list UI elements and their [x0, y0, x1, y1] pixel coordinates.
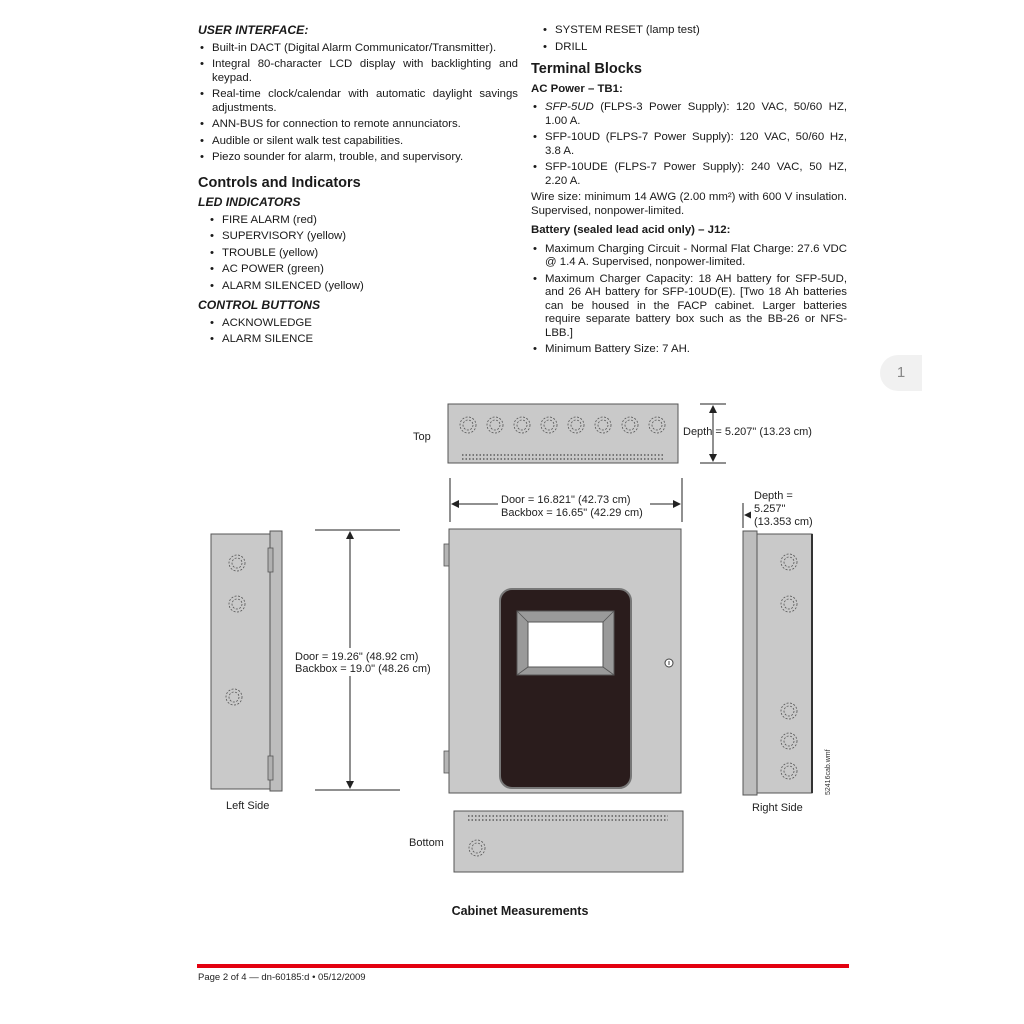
list-item: • Maximum Charger Capacity: 18 AH battery for SFP-5UD, and 26 AH battery for SFP-10UD(E). [Two 18 Ah batteries can be housed in the FACP cabinet. Larger batteries require separate battery box such as the BB-26 or NFS-LBB.]	[531, 273, 847, 341]
list-item: • FIRE ALARM (red)	[198, 214, 518, 228]
list-item-text: (FLPS-3 Power Supply): 120 VAC, 50/60 HZ, 1.00 A.	[545, 101, 847, 127]
page-footer: Page 2 of 4 — dn-60185:d • 05/12/2009	[198, 972, 366, 983]
list-item: • Audible or silent walk test capabilities.	[198, 135, 518, 149]
list-item: • Piezo sounder for alarm, trouble, and supervisory.	[198, 151, 518, 165]
ac-power-heading: AC Power – TB1:	[531, 82, 623, 95]
right-side-view	[743, 531, 812, 795]
list-item: • Maximum Charging Circuit - Normal Flat Charge: 27.6 VDC @ 1.4 A. Supervised, nonpower-limited.	[531, 243, 847, 270]
front-view	[444, 529, 681, 793]
left-side-label: Left Side	[226, 800, 270, 812]
depth-right-line2: 5.257"	[754, 503, 786, 515]
door-height-label: Door = 19.26" (48.92 cm)	[295, 651, 419, 663]
control-buttons-heading: CONTROL BUTTONS	[198, 298, 321, 312]
list-item: • SFP-10UDE (FLPS-7 Power Supply): 240 VAC, 50 HZ, 2.20 A.	[531, 161, 847, 188]
right-side-label: Right Side	[752, 802, 803, 814]
left-side-view	[211, 531, 282, 791]
control-buttons-list	[198, 317, 518, 347]
user-interface-heading: USER INTERFACE:	[198, 23, 309, 37]
depth-right-line1: Depth =	[754, 490, 793, 502]
led-indicators-heading: LED INDICATORS	[198, 195, 301, 209]
list-item: • TROUBLE (yellow)	[198, 247, 518, 261]
list-item: • SFP-10UD (FLPS-7 Power Supply): 120 VAC, 50/60 Hz, 3.8 A.	[531, 131, 847, 158]
model-name: SFP-5UD	[545, 101, 594, 113]
footer-rule	[197, 964, 849, 968]
list-item: • SUPERVISORY (yellow)	[198, 230, 518, 244]
figure-caption: Cabinet Measurements	[451, 904, 589, 918]
list-item: • Minimum Battery Size: 7 AH.	[531, 343, 847, 357]
battery-list	[531, 243, 847, 357]
battery-heading: Battery (sealed lead acid only) – J12:	[531, 224, 731, 236]
list-item: • ALARM SILENCED (yellow)	[198, 280, 518, 294]
left-column	[198, 24, 518, 350]
cabinet-drawing	[0, 395, 1024, 900]
ac-power-list	[531, 101, 847, 188]
list-item: • DRILL	[531, 41, 847, 55]
list-item: • ACKNOWLEDGE	[198, 317, 518, 331]
page-number-badge[interactable]: 1	[880, 355, 922, 391]
bottom-label: Bottom	[409, 837, 444, 849]
list-item: • Integral 80-character LCD display with backlighting and keypad.	[198, 58, 518, 85]
top-view	[448, 404, 678, 463]
bottom-view	[454, 811, 683, 872]
backbox-width-label: Backbox = 16.65" (42.29 cm)	[501, 507, 643, 519]
wire-size-text: Wire size: minimum 14 AWG (2.00 mm²) with 600 V insulation. Supervised, nonpower-limited.	[531, 191, 847, 217]
door-width-label: Door = 16.821" (42.73 cm)	[501, 494, 631, 506]
list-item: • Built-in DACT (Digital Alarm Communicator/Transmitter).	[198, 42, 518, 56]
list-item: • Real-time clock/calendar with automatic daylight savings adjustments.	[198, 88, 518, 115]
depth-top-label: Depth = 5.207" (13.23 cm)	[683, 426, 812, 438]
list-item: • ANN-BUS for connection to remote annunciators.	[198, 118, 518, 132]
right-column	[531, 24, 847, 360]
terminal-blocks-heading: Terminal Blocks	[531, 61, 642, 77]
controls-heading: Controls and Indicators	[198, 174, 361, 191]
led-list	[198, 214, 518, 294]
user-interface-list	[198, 42, 518, 165]
list-item: • ALARM SILENCE	[198, 333, 518, 347]
backbox-height-label: Backbox = 19.0" (48.26 cm)	[295, 663, 431, 675]
list-item: • AC POWER (green)	[198, 263, 518, 277]
list-item: • SYSTEM RESET (lamp test)	[531, 24, 847, 38]
depth-right-line3: (13.353 cm)	[754, 516, 813, 528]
file-id-label: 52416cab.wmf	[825, 749, 832, 795]
lcd-window	[528, 622, 603, 667]
control-buttons-list-cont	[531, 24, 847, 54]
list-item	[531, 101, 847, 128]
top-label: Top	[413, 431, 431, 443]
